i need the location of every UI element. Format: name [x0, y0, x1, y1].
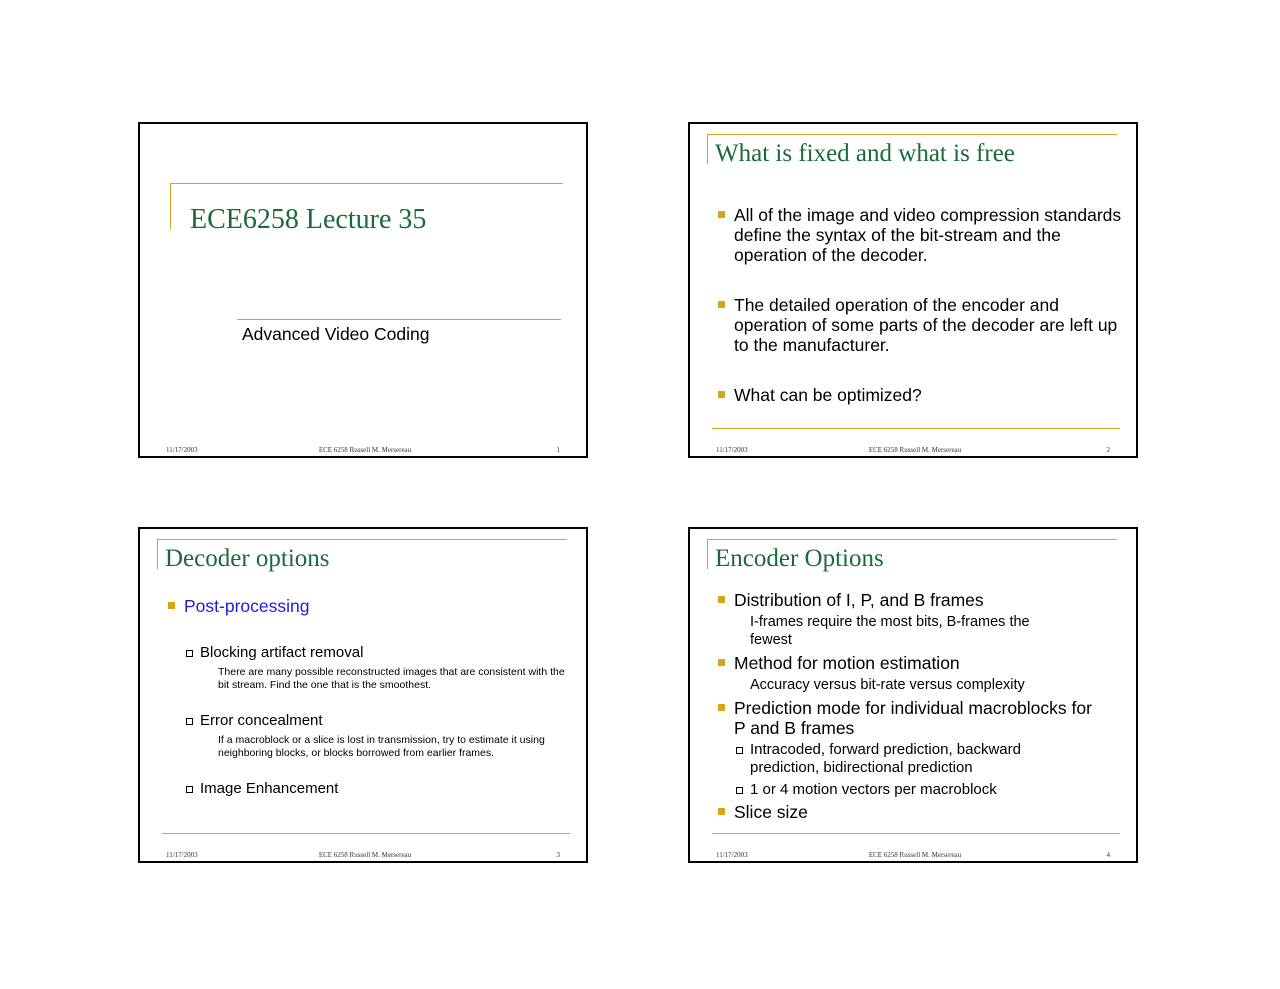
slide-title: What is fixed and what is free — [715, 140, 1015, 167]
footer-author: ECE 6258 Russell M. Mersereau — [318, 446, 412, 454]
title-rule-top — [707, 539, 1117, 540]
footer-author: ECE 6258 Russell M. Mersereau — [868, 851, 962, 859]
bullet-list — [712, 205, 1122, 405]
sub-list — [734, 741, 1104, 799]
subtitle-rule — [237, 319, 561, 320]
bullet-label: Prediction mode for individual macroblocks for P and B frames — [734, 698, 1092, 738]
sub-label: Image Enhancement — [200, 780, 339, 797]
footer-author: ECE 6258 Russell M. Mersereau — [318, 851, 412, 859]
title-rule-left — [157, 539, 158, 569]
title-rule-top — [707, 134, 1117, 135]
sub-item-1 — [184, 644, 572, 692]
slide-title: Decoder options — [165, 545, 330, 572]
footer-date: 11/17/2003 — [716, 851, 748, 859]
bullet-list — [712, 590, 1107, 822]
page-number: 2 — [1106, 446, 1110, 454]
sub-list — [184, 644, 572, 798]
footer-rule — [162, 833, 570, 834]
slide-1 — [138, 122, 588, 458]
sub-item-2 — [184, 712, 572, 760]
title-rule-top — [170, 183, 563, 184]
slide-subtitle: Advanced Video Coding — [242, 324, 430, 344]
title-rule-left — [707, 539, 708, 569]
sub-label: Blocking artifact removal — [200, 644, 364, 661]
slide-title: Encoder Options — [715, 545, 884, 572]
bullet-2: The detailed operation of the encoder and operation of some parts of the decoder are left up to the manufacturer. — [712, 295, 1122, 355]
bullet-sub: Accuracy versus bit-rate versus complexity — [750, 677, 1025, 693]
bullet-label: Method for motion estimation — [734, 653, 960, 673]
bullet-slice-size: Slice size — [712, 802, 1107, 822]
bullet-list — [162, 596, 572, 798]
page-number: 1 — [556, 446, 560, 454]
footer-date: 11/17/2003 — [166, 446, 198, 454]
bullet-frames — [712, 590, 1107, 649]
bullet-label: Distribution of I, P, and B frames — [734, 590, 984, 610]
slide-2 — [688, 122, 1138, 458]
sub-item-3 — [184, 780, 572, 798]
sub-item-2: 1 or 4 motion vectors per macroblock — [734, 781, 1104, 799]
footer-date: 11/17/2003 — [166, 851, 198, 859]
bullet-1: All of the image and video compression standards define the syntax of the bit-stream and the operation of the decoder. — [712, 205, 1122, 265]
slide-title: ECE6258 Lecture 35 — [190, 204, 427, 235]
slide-4 — [688, 527, 1138, 863]
bullet-prediction-mode — [712, 698, 1104, 799]
title-rule-left — [707, 134, 708, 164]
sub-detail: If a macroblock or a slice is lost in transmission, try to estimate it using neighboring blocks, or blocks borrowed from earlier frames. — [218, 734, 545, 759]
page-number: 4 — [1106, 851, 1110, 859]
title-rule-left — [170, 183, 171, 229]
sub-detail: There are many possible reconstructed images that are consistent with the bit stream. Find the one that is the smoothest. — [218, 666, 565, 691]
page-number: 3 — [556, 851, 560, 859]
footer-rule — [712, 428, 1120, 429]
slide-3 — [138, 527, 588, 863]
title-rule-top — [157, 539, 567, 540]
bullet-sub: I-frames require the most bits, B-frames the fewest — [750, 614, 1030, 648]
footer-author: ECE 6258 Russell M. Mersereau — [868, 446, 962, 454]
bullet-label: Post-processing — [184, 596, 310, 616]
sub-item-1: Intracoded, forward prediction, backward prediction, bidirectional prediction — [734, 741, 1070, 777]
sub-label: Error concealment — [200, 712, 323, 729]
bullet-post-processing — [162, 596, 572, 798]
bullet-3: What can be optimized? — [712, 385, 1122, 405]
footer-rule — [712, 833, 1120, 834]
footer-date: 11/17/2003 — [716, 446, 748, 454]
bullet-motion-estimation — [712, 653, 1107, 694]
